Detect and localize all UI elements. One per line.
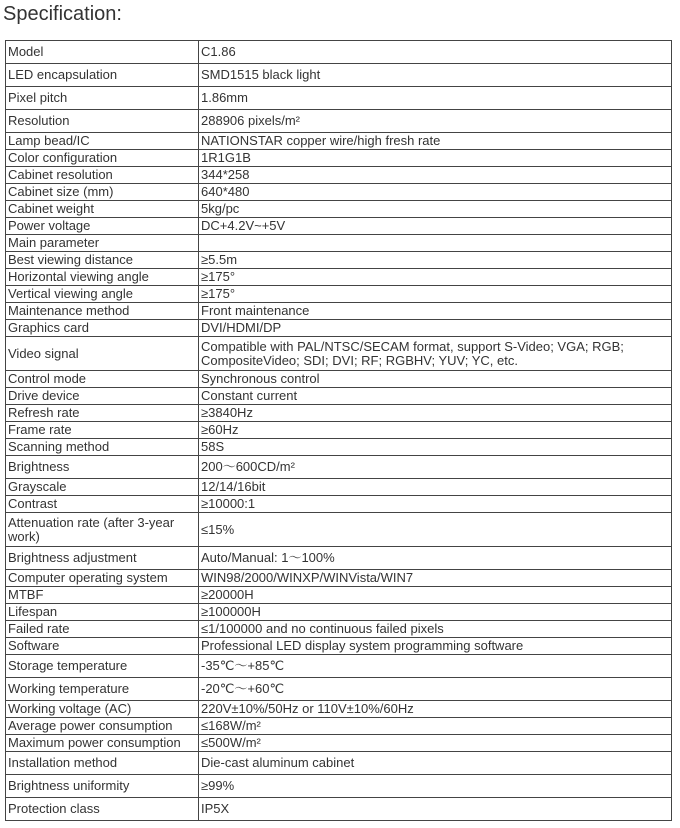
spec-value: 1R1G1B	[199, 150, 672, 167]
spec-label: Protection class	[6, 798, 199, 821]
spec-table	[5, 40, 672, 821]
page-title: Specification:	[3, 3, 122, 25]
table-row	[6, 184, 672, 201]
spec-table-body	[6, 41, 672, 821]
spec-value: 344*258	[199, 167, 672, 184]
spec-value: Synchronous control	[199, 371, 672, 388]
spec-value: ≥175°	[199, 269, 672, 286]
table-row	[6, 269, 672, 286]
table-row	[6, 570, 672, 587]
spec-value: Front maintenance	[199, 303, 672, 320]
table-row	[6, 701, 672, 718]
table-row	[6, 110, 672, 133]
spec-value: DC+4.2V~+5V	[199, 218, 672, 235]
spec-value: -20℃～+60℃	[199, 678, 672, 701]
spec-label: Software	[6, 638, 199, 655]
table-row	[6, 405, 672, 422]
spec-label: Brightness adjustment	[6, 547, 199, 570]
spec-value: ≥99%	[199, 775, 672, 798]
spec-label: Computer operating system	[6, 570, 199, 587]
spec-value: -35℃～+85℃	[199, 655, 672, 678]
spec-label: Horizontal viewing angle	[6, 269, 199, 286]
table-row	[6, 150, 672, 167]
spec-label: Average power consumption	[6, 718, 199, 735]
table-row	[6, 422, 672, 439]
spec-label: Drive device	[6, 388, 199, 405]
spec-value: SMD1515 black light	[199, 64, 672, 87]
table-row	[6, 167, 672, 184]
spec-value: Compatible with PAL/NTSC/SECAM format, support S-Video; VGA; RGB; CompositeVideo; SDI; DVI; RF; RGBHV; YUV; YC, etc.	[199, 337, 672, 371]
spec-label: Color configuration	[6, 150, 199, 167]
spec-label: Best viewing distance	[6, 252, 199, 269]
table-row	[6, 64, 672, 87]
spec-value: ≥3840Hz	[199, 405, 672, 422]
spec-label: Brightness uniformity	[6, 775, 199, 798]
table-row	[6, 371, 672, 388]
spec-label: Lamp bead/IC	[6, 133, 199, 150]
spec-label: Maximum power consumption	[6, 735, 199, 752]
spec-value: ≤500W/m²	[199, 735, 672, 752]
spec-value: NATIONSTAR copper wire/high fresh rate	[199, 133, 672, 150]
spec-value: ≥5.5m	[199, 252, 672, 269]
table-row	[6, 133, 672, 150]
spec-value: ≥20000H	[199, 587, 672, 604]
spec-value: 12/14/16bit	[199, 479, 672, 496]
table-row	[6, 798, 672, 821]
spec-label: Cabinet resolution	[6, 167, 199, 184]
spec-value	[199, 235, 672, 252]
table-row	[6, 752, 672, 775]
spec-label: Installation method	[6, 752, 199, 775]
spec-value: DVI/HDMI/DP	[199, 320, 672, 337]
spec-value: Die-cast aluminum cabinet	[199, 752, 672, 775]
table-row	[6, 87, 672, 110]
spec-value: 5kg/pc	[199, 201, 672, 218]
spec-label: Resolution	[6, 110, 199, 133]
spec-value: ≥100000H	[199, 604, 672, 621]
spec-value: ≤168W/m²	[199, 718, 672, 735]
table-row	[6, 587, 672, 604]
spec-label: LED encapsulation	[6, 64, 199, 87]
table-row	[6, 735, 672, 752]
spec-label: Working temperature	[6, 678, 199, 701]
table-row	[6, 621, 672, 638]
spec-label: Working voltage (AC)	[6, 701, 199, 718]
table-row	[6, 678, 672, 701]
spec-value: ≥175°	[199, 286, 672, 303]
table-row	[6, 439, 672, 456]
table-row	[6, 655, 672, 678]
spec-value: ≤15%	[199, 513, 672, 547]
table-row	[6, 604, 672, 621]
spec-value: 1.86mm	[199, 87, 672, 110]
spec-value: 640*480	[199, 184, 672, 201]
spec-label: Main parameter	[6, 235, 199, 252]
spec-label: Brightness	[6, 456, 199, 479]
spec-label: Power voltage	[6, 218, 199, 235]
spec-label: Frame rate	[6, 422, 199, 439]
table-row	[6, 41, 672, 64]
spec-label: Grayscale	[6, 479, 199, 496]
table-row	[6, 638, 672, 655]
spec-label: Video signal	[6, 337, 199, 371]
table-row	[6, 201, 672, 218]
spec-value: 288906 pixels/m²	[199, 110, 672, 133]
table-row	[6, 252, 672, 269]
spec-value: 200～600CD/m²	[199, 456, 672, 479]
spec-label: Graphics card	[6, 320, 199, 337]
spec-value: C1.86	[199, 41, 672, 64]
spec-label: Maintenance method	[6, 303, 199, 320]
spec-label: Control mode	[6, 371, 199, 388]
spec-value: Auto/Manual: 1～100%	[199, 547, 672, 570]
spec-value: ≥60Hz	[199, 422, 672, 439]
spec-value: ≥10000:1	[199, 496, 672, 513]
spec-value: 58S	[199, 439, 672, 456]
spec-label: Model	[6, 41, 199, 64]
table-row	[6, 479, 672, 496]
table-row	[6, 718, 672, 735]
table-row	[6, 235, 672, 252]
spec-label: Scanning method	[6, 439, 199, 456]
table-row	[6, 456, 672, 479]
table-row	[6, 218, 672, 235]
table-row	[6, 303, 672, 320]
table-row	[6, 547, 672, 570]
table-row	[6, 775, 672, 798]
table-row	[6, 496, 672, 513]
spec-label: Cabinet weight	[6, 201, 199, 218]
spec-label: Lifespan	[6, 604, 199, 621]
table-row	[6, 286, 672, 303]
spec-label: MTBF	[6, 587, 199, 604]
spec-label: Vertical viewing angle	[6, 286, 199, 303]
table-row	[6, 320, 672, 337]
table-row	[6, 337, 672, 371]
spec-value: Professional LED display system programming software	[199, 638, 672, 655]
table-row	[6, 388, 672, 405]
table-row	[6, 513, 672, 547]
spec-label: Cabinet size (mm)	[6, 184, 199, 201]
spec-value: IP5X	[199, 798, 672, 821]
spec-value: ≤1/100000 and no continuous failed pixels	[199, 621, 672, 638]
spec-value: WIN98/2000/WINXP/WINVista/WIN7	[199, 570, 672, 587]
spec-label: Failed rate	[6, 621, 199, 638]
spec-label: Storage temperature	[6, 655, 199, 678]
spec-label: Contrast	[6, 496, 199, 513]
spec-value: Constant current	[199, 388, 672, 405]
spec-label: Pixel pitch	[6, 87, 199, 110]
spec-value: 220V±10%/50Hz or 110V±10%/60Hz	[199, 701, 672, 718]
spec-label: Attenuation rate (after 3-year work)	[6, 513, 199, 547]
spec-label: Refresh rate	[6, 405, 199, 422]
